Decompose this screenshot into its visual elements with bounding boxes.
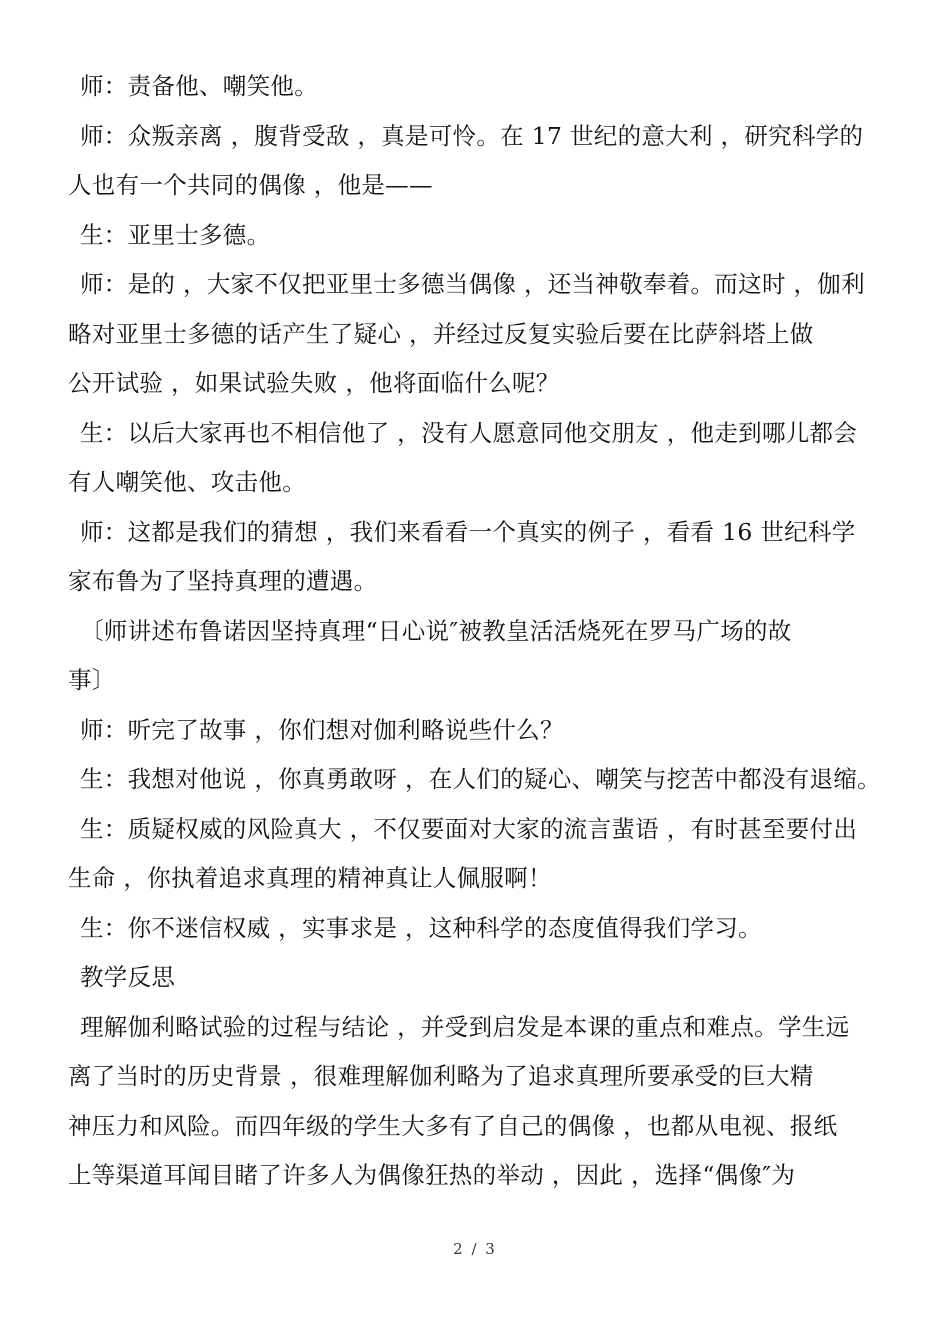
text-line: 〔师讲述布鲁诺因坚持真理“日心说″被教皇活活烧死在罗马广场的故 <box>80 616 792 645</box>
text-line: 上等渠道耳闻目睹了许多人为偶像狂热的举动 ，因此 ，选择“偶像″为 <box>68 1161 796 1189</box>
text-line: 生：以后大家再也不相信他了 ，没有人愿意同他交朋友 ，他走到哪儿都会 <box>80 418 858 447</box>
text-line: 生：亚里士多德。 <box>80 220 271 249</box>
text-line: 有人嘲笑他、攻击他。 <box>68 468 306 496</box>
document-page <box>68 62 888 1201</box>
text-line: 离了当时的历史背景 ，很难理解伽利略为了追求真理所要承受的巨大精 <box>68 1062 814 1090</box>
text-line: 生：你不迷信权威 ，实事求是 ，这种科学的态度值得我们学习。 <box>80 913 762 942</box>
section-heading: 教学反思 <box>80 963 176 991</box>
text-line: 师：众叛亲离 ，腹背受敌 ，真是可怜。在 17 世纪的意大利 ，研究科学的 <box>80 121 864 150</box>
text-line: 神压力和风险。而四年级的学生大多有了自己的偶像 ，也都从电视、报纸 <box>68 1111 838 1140</box>
text-line: 师：责备他、嘲笑他。 <box>80 72 318 100</box>
text-line: 师：听完了故事 ，你们想对伽利略说些什么？ <box>80 715 564 744</box>
text-line: 人也有一个共同的偶像 ，他是—— <box>68 171 433 199</box>
text-line: 生：质疑权威的风险真大 ，不仅要面对大家的流言蜚语 ，有时甚至要付出 <box>80 814 858 843</box>
text-line: 师：是的 ，大家不仅把亚里士多德当偶像 ，还当神敬奉着。而这时 ，伽利 <box>80 270 865 298</box>
text-line: 家布鲁为了坚持真理的遭遇。 <box>68 567 378 595</box>
text-line: 公开试验 ，如果试验失败 ，他将面临什么呢？ <box>68 369 560 397</box>
text-line: 事〕 <box>68 666 116 694</box>
text-line: 生命 ，你执着追求真理的精神真让人佩服啊！ <box>68 864 552 892</box>
text-line: 生：我想对他说 ，你真勇敢呀 ，在人们的疑心、嘲笑与挖苦中都没有退缩。 <box>80 765 881 793</box>
page-number: 2 / 3 <box>453 1240 497 1258</box>
text-line: 理解伽利略试验的过程与结论 ，并受到启发是本课的重点和难点。学生远 <box>80 1012 850 1041</box>
text-line: 略对亚里士多德的话产生了疑心 ，并经过反复实验后要在比萨斜塔上做 <box>68 319 814 348</box>
text-line: 师：这都是我们的猜想 ，我们来看看一个真实的例子 ，看看 16 世纪科学 <box>80 517 856 546</box>
